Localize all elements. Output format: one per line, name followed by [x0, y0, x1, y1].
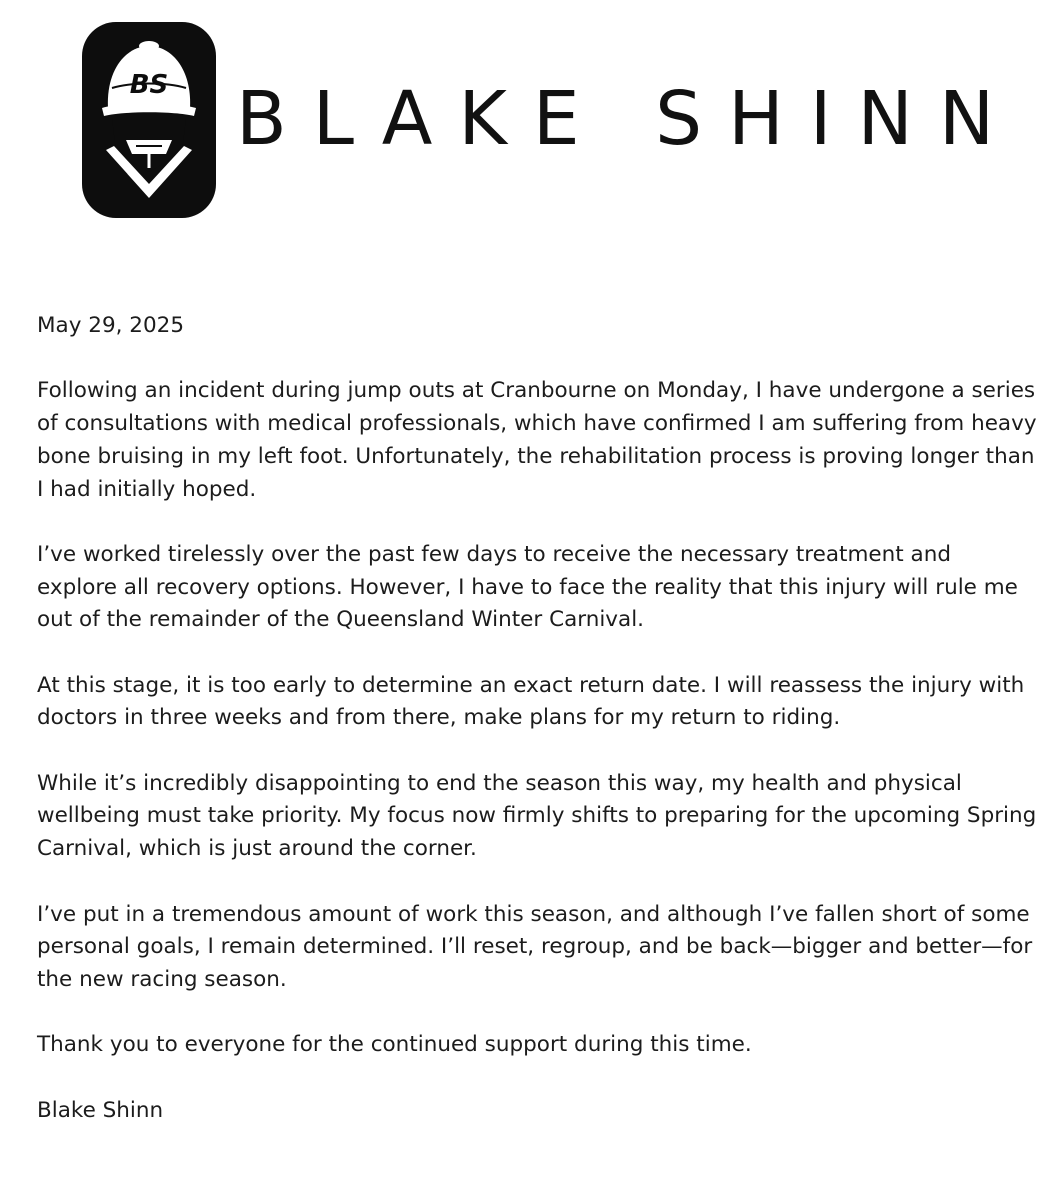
letter-paragraph: I’ve put in a tremendous amount of work this season, and although I’ve fallen short of some personal goals, I remain determined. I’ll reset, regroup, and be back—bigger and better—for the new racing season.	[37, 901, 1033, 992]
letter-body	[37, 310, 1037, 1127]
letter-signature: Blake Shinn	[37, 1097, 164, 1123]
letter-date: May 29, 2025	[37, 313, 185, 338]
letter-paragraph: I’ve worked tirelessly over the past few days to receive the necessary treatment and explore all recovery options. However, I have to face the reality that this injury will rule me out of the remainder of the Queensland Winter Carnival.	[37, 541, 1018, 633]
letter-paragraph: Thank you to everyone for the continued support during this time.	[37, 1032, 752, 1058]
brand-name: BLAKE SHINN	[236, 76, 1021, 162]
letter-paragraph: While it’s incredibly disappointing to end the season this way, my health and physical wellbeing must take priority. My focus now firmly shifts to preparing for the upcoming Spring Carnival, which is just around the corner.	[37, 770, 1037, 862]
letter-paragraph: Following an incident during jump outs at Cranbourne on Monday, I have undergone a series of consultations with medical professionals, which have confirmed I am suffering from heavy bone bruising in my left foot. Unfortunately, the rehabilitation process is proving longer than I had initially hoped.	[37, 378, 1037, 502]
jockey-logo-icon	[82, 22, 216, 218]
logo-monogram: BS	[129, 70, 169, 100]
letter-paragraph: At this stage, it is too early to determine an exact return date. I will reassess the injury with doctors in three weeks and from there, make plans for my return to riding.	[37, 672, 1025, 731]
letterhead	[82, 22, 1021, 222]
